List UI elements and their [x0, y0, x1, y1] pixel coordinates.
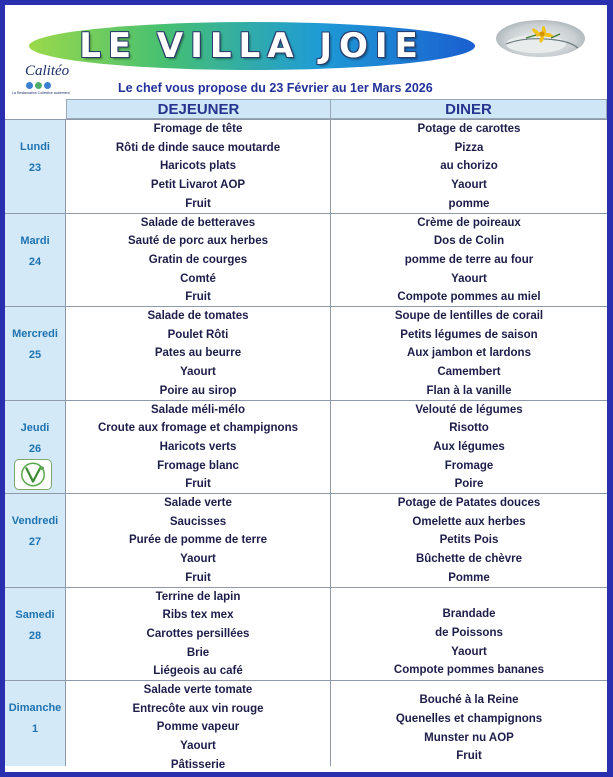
day-row: [5, 213, 607, 307]
menu-item: Ribs tex mex: [162, 609, 234, 622]
day-number: 1: [31, 723, 39, 735]
menu-item: pomme: [448, 197, 490, 210]
menu-item: Crème de poireaux: [417, 216, 521, 229]
menu-item: de Poissons: [435, 626, 503, 639]
dinner-header: DINER: [330, 99, 607, 119]
menu-item: pomme de terre au four: [404, 253, 534, 266]
day-name: Jeudi: [20, 421, 50, 434]
dinner-column: [331, 120, 607, 213]
menu-item: Petits Pois: [439, 534, 499, 547]
day-name: Mardi: [20, 234, 50, 247]
menu-item: Fruit: [185, 291, 211, 304]
day-label: [5, 120, 66, 213]
menu-item: Potage de Patates douces: [397, 497, 541, 509]
vegetarian-v-leaf-icon: [14, 459, 52, 490]
menu-item: Fruit: [185, 571, 211, 584]
day-rows: [5, 119, 607, 771]
day-number: 23: [28, 162, 42, 174]
menu-item: Saucisses: [169, 515, 227, 528]
logo-name: Calitéo: [25, 63, 70, 79]
menu-item: Fromage de tête: [153, 123, 243, 135]
day-label: [5, 681, 66, 766]
menu-item: Haricots plats: [159, 160, 237, 173]
menu-item: Potage de carottes: [417, 123, 521, 135]
title-banner: [29, 22, 475, 70]
menu-item: Fruit: [185, 197, 211, 210]
menu-item: Salade verte tomate: [143, 684, 253, 696]
day-number: 27: [28, 536, 42, 548]
menu-item: Yaourt: [451, 179, 487, 192]
day-row: [5, 119, 607, 213]
dinner-column: [331, 214, 607, 307]
caliteo-logo: [10, 63, 95, 99]
day-name: Dimanche: [8, 702, 62, 714]
menu-item: Quenelles et champignons: [395, 712, 543, 725]
dinner-column: [331, 401, 607, 494]
lunch-column: [66, 214, 331, 307]
day-name: Lundi: [20, 141, 50, 153]
menu-item: Munster nu AOP: [424, 731, 514, 744]
menu-item: Pâtisserie: [170, 758, 226, 771]
menu-item: Brie: [186, 646, 210, 659]
menu-item: Croute aux fromage et champignons: [97, 422, 298, 435]
menu-subtitle: Le chef vous propose du 23 Février au 1er Mars 2026: [118, 81, 433, 95]
day-row: [5, 493, 607, 587]
dinner-column: [331, 307, 607, 400]
menu-item: [331, 588, 607, 606]
day-row: [5, 400, 607, 494]
day-label: [5, 307, 66, 400]
day-label: [5, 494, 66, 587]
day-row: [5, 306, 607, 400]
menu-item: Flan à la vanille: [426, 384, 512, 397]
day-label: [5, 588, 66, 681]
day-number: 24: [28, 255, 42, 268]
lunch-column: [66, 588, 331, 681]
menu-item: [331, 681, 607, 691]
menu-item: Bouché à la Reine: [419, 694, 519, 707]
menu-item: Yaourt: [451, 645, 487, 658]
lunch-column: [66, 307, 331, 400]
menu-item: Compote pommes bananes: [393, 664, 545, 677]
menu-item: Brandade: [442, 608, 496, 621]
menu-item: Pomme vapeur: [156, 721, 240, 734]
menu-item: Comté: [180, 272, 216, 285]
day-number: 25: [28, 349, 42, 361]
lunch-column: [66, 401, 331, 494]
menu-item: Salade de betteraves: [140, 216, 256, 229]
menu-item: Aux légumes: [433, 440, 505, 453]
day-name: Samedi: [15, 608, 55, 621]
menu-item: Terrine de lapin: [155, 590, 241, 603]
menu-item: Compote pommes au miel: [397, 291, 541, 304]
dinner-column: [331, 588, 607, 681]
menu-item: Risotto: [449, 422, 489, 435]
menu-item: Petit Livarot AOP: [150, 179, 246, 192]
menu-item: Petits légumes de saison: [400, 328, 538, 341]
dinner-column: [331, 681, 607, 766]
dinner-column: [331, 494, 607, 587]
day-label: [5, 214, 66, 307]
menu-item: Carottes persillées: [146, 627, 250, 640]
menu-item: Velouté de légumes: [415, 403, 523, 416]
lunch-column: [66, 120, 331, 213]
menu-item: Sauté de porc aux herbes: [128, 235, 268, 248]
menu-item: Poire au sirop: [159, 384, 237, 397]
menu-item: Fromage: [444, 459, 494, 472]
menu-item: Camembert: [437, 366, 501, 379]
menu-item: Liégeois au café: [153, 665, 243, 678]
menu-sheet: [5, 5, 607, 772]
menu-item: Salade de tomates: [147, 310, 249, 322]
lunch-column: [66, 681, 331, 771]
day-name: Mercredi: [12, 328, 58, 340]
menu-item: Poulet Rôti: [167, 328, 229, 341]
menu-item: Bûchette de chèvre: [415, 553, 523, 566]
day-label: [5, 401, 66, 494]
menu-item: Omelette aux herbes: [412, 515, 526, 528]
menu-item: Pomme: [448, 571, 490, 584]
menu-item: Soupe de lentilles de corail: [394, 310, 544, 322]
day-number: 28: [28, 629, 42, 642]
menu-item: Salade méli-mélo: [151, 403, 245, 416]
menu-item: Purée de pomme de terre: [128, 534, 268, 547]
logo-dots: [26, 82, 51, 89]
day-name: Vendredi: [11, 515, 59, 527]
menu-item: Fruit: [456, 750, 482, 763]
menu-item: au chorizo: [440, 160, 498, 173]
menu-item: Yaourt: [180, 740, 216, 753]
menu-item: Dos de Colin: [433, 235, 505, 248]
logo-tagline: La Restauration Collective autrement: [12, 91, 70, 95]
menu-item: Fruit: [185, 478, 211, 491]
menu-item: Pates au beurre: [154, 347, 242, 360]
menu-item: Yaourt: [180, 553, 216, 566]
menu-item: Salade verte: [164, 497, 232, 509]
day-row: [5, 587, 607, 681]
menu-item: Fromage blanc: [157, 459, 239, 472]
day-row: [5, 680, 607, 771]
menu-item: Haricots verts: [159, 440, 237, 453]
menu-item: Yaourt: [451, 272, 487, 285]
lunch-column: [66, 494, 331, 587]
menu-item: Pizza: [454, 141, 484, 154]
menu-item: Yaourt: [180, 366, 216, 379]
menu-item: Entrecôte aux vin rouge: [132, 702, 264, 715]
lunch-header: DEJEUNER: [66, 99, 331, 119]
menu-item: Aux jambon et lardons: [407, 347, 531, 360]
menu-item: Gratin de courges: [148, 253, 248, 266]
menu-item: Poire: [454, 478, 484, 491]
menu-item: Rôti de dinde sauce moutarde: [115, 141, 281, 154]
day-number: 26: [28, 442, 42, 455]
restaurant-title: LE VILLA JOIE: [79, 26, 425, 66]
flower-photo: [496, 20, 585, 57]
menu-table: [5, 99, 607, 771]
table-header: [5, 99, 607, 119]
